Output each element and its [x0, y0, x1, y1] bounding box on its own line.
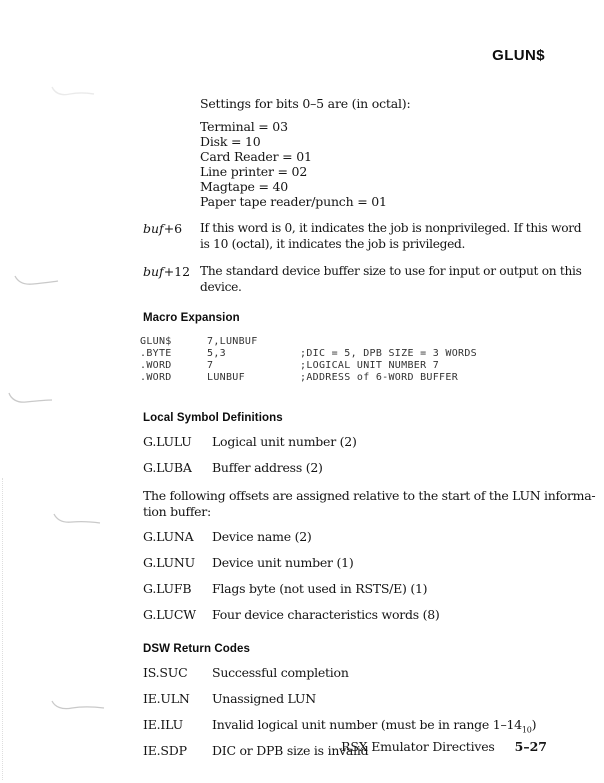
scan-artifact-mark	[8, 391, 54, 407]
symbol-name: G.LUFB	[143, 581, 192, 596]
text-line: device.	[200, 279, 242, 294]
code-line	[140, 348, 604, 360]
text-line: The following offsets are assigned relative to the start of the LUN informa-	[143, 488, 596, 503]
page-footer	[341, 739, 547, 754]
buf-offset-entry	[143, 264, 604, 295]
code-operand: 5,3	[207, 348, 226, 359]
code-comment: ;LOGICAL UNIT NUMBER 7	[300, 360, 440, 371]
description-text: Invalid logical unit number (must be in range 1–14	[212, 717, 522, 732]
return-code-symbol: IS.SUC	[143, 665, 188, 680]
scan-edge-artifact	[2, 478, 3, 780]
scan-artifact-mark	[50, 84, 96, 100]
text-line: is 10 (octal), it indicates the job is privileged.	[200, 236, 466, 251]
setting-line: Disk = 10	[200, 134, 261, 149]
buf-offset-label	[143, 264, 200, 295]
symbol-definition-row	[143, 607, 604, 623]
symbol-description: Four device characteristics words (8)	[212, 607, 440, 622]
code-operand: 7,LUNBUF	[207, 336, 258, 347]
return-code-row	[143, 717, 604, 733]
code-operand: LUNBUF	[207, 372, 245, 383]
text-line: The standard device buffer size to use for input or output on this	[200, 264, 582, 278]
description-text: )	[531, 717, 537, 732]
symbol-description: Device name (2)	[212, 529, 312, 544]
code-line	[140, 360, 604, 372]
page-content	[0, 96, 604, 759]
setting-line: Paper tape reader/punch = 01	[200, 194, 387, 209]
page-title: GLUN$	[492, 47, 545, 64]
code-mnemonic: .BYTE	[140, 348, 172, 359]
setting-line: Terminal = 03	[200, 119, 288, 134]
buf-word: buf	[143, 221, 164, 236]
symbol-description: Flags byte (not used in RSTS/E) (1)	[212, 581, 428, 596]
setting-line: Magtape = 40	[200, 179, 289, 194]
return-code-description: DIC or DPB size is invalid	[212, 743, 369, 758]
return-code-symbol: IE.ULN	[143, 691, 190, 706]
scan-artifact-mark	[50, 698, 106, 714]
symbol-name: G.LULU	[143, 434, 192, 449]
dsw-return-codes-heading: DSW Return Codes	[143, 643, 251, 655]
buf-word: buf	[143, 264, 164, 279]
macro-expansion-heading: Macro Expansion	[143, 312, 240, 324]
return-code-row	[143, 691, 604, 707]
symbol-definition-row	[143, 460, 604, 476]
text-line: If this word is 0, it indicates the job is nonprivileged. If this word	[200, 221, 582, 235]
symbol-name: G.LUCW	[143, 607, 196, 622]
symbol-name: G.LUNA	[143, 529, 194, 544]
return-code-description: Unassigned LUN	[212, 691, 316, 706]
code-comment: ;DIC = 5, DPB SIZE = 3 WORDS	[300, 348, 477, 359]
symbol-definition-row	[143, 434, 604, 450]
buf-offset-description	[200, 221, 581, 252]
symbol-definition-row	[143, 529, 604, 545]
settings-list	[200, 119, 604, 209]
return-code-description: Successful completion	[212, 665, 349, 680]
symbol-description: Device unit number (1)	[212, 555, 354, 570]
code-line	[140, 336, 604, 348]
buf-offset: +12	[163, 264, 191, 279]
text-line: tion buffer:	[143, 503, 211, 519]
symbol-description: Buffer address (2)	[212, 460, 323, 475]
return-code-symbol: IE.ILU	[143, 717, 183, 732]
symbol-name: G.LUNU	[143, 555, 195, 570]
macro-expansion-code	[140, 336, 604, 384]
buf-offset-entry	[143, 221, 604, 252]
code-line	[140, 372, 604, 384]
setting-line: Card Reader = 01	[200, 149, 312, 164]
code-mnemonic: .WORD	[140, 372, 172, 383]
buf-offset-description	[200, 264, 582, 295]
return-code-row	[143, 665, 604, 681]
footer-section-title: RSX Emulator Directives	[341, 739, 495, 754]
radix-subscript: 10	[521, 725, 532, 735]
symbol-definition-row	[143, 581, 604, 597]
code-mnemonic: .WORD	[140, 360, 172, 371]
buf-offset-label	[143, 221, 200, 252]
symbol-definition-row	[143, 555, 604, 571]
scan-artifact-mark	[52, 512, 102, 528]
symbol-description: Logical unit number (2)	[212, 434, 357, 449]
symbol-name: G.LUBA	[143, 460, 192, 475]
buf-offset: +6	[163, 221, 183, 236]
code-mnemonic: GLUN$	[140, 336, 172, 347]
code-comment: ;ADDRESS of 6-WORD BUFFER	[300, 372, 459, 383]
settings-intro: Settings for bits 0–5 are (in octal):	[200, 96, 411, 111]
return-code-symbol: IE.SDP	[143, 743, 187, 758]
local-symbol-definitions-heading: Local Symbol Definitions	[143, 412, 283, 424]
footer-page-number: 5–27	[514, 739, 547, 754]
code-operand: 7	[207, 360, 214, 371]
setting-line: Line printer = 02	[200, 164, 308, 179]
return-code-description	[212, 717, 536, 733]
offsets-note	[143, 488, 604, 519]
scan-artifact-mark	[14, 274, 60, 290]
